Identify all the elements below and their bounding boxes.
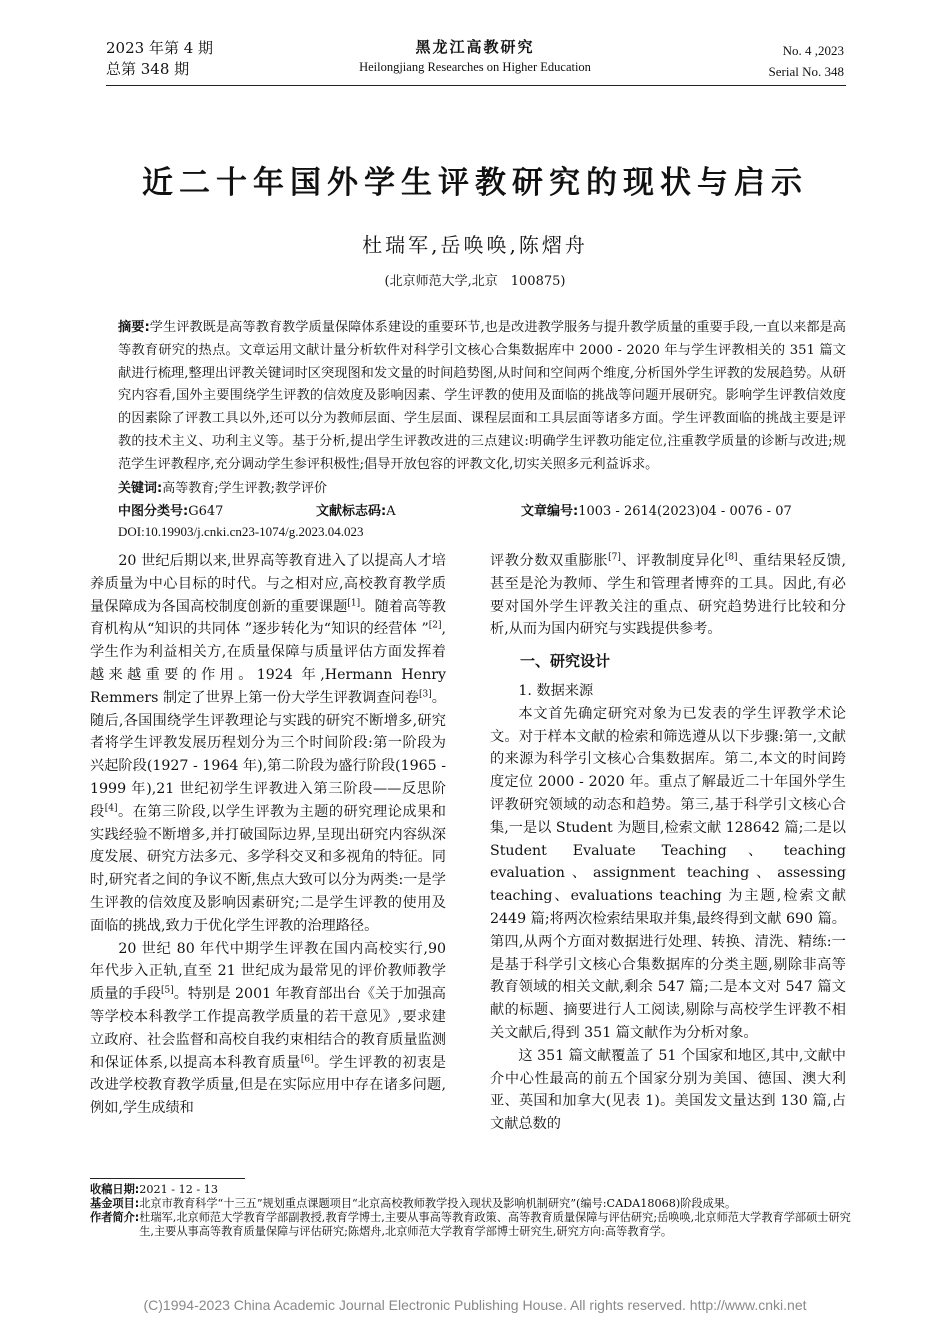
received-value: 2021 - 12 - 13	[139, 1183, 218, 1196]
citation: [1]	[347, 597, 361, 608]
doc-value: A	[386, 504, 396, 519]
keywords-text: 高等教育;学生评教;教学评价	[162, 481, 327, 496]
art-value: 1003 - 2614(2023)04 - 0076 - 07	[578, 504, 792, 519]
issue-en: No. 4 ,2023	[782, 43, 844, 58]
header-issue-en	[769, 40, 844, 82]
serial-cn: 总第 348 期	[106, 60, 190, 78]
text-run: ,学生作为利益相关方,在质量保障与质量评估方面发挥着越来越重要的作用。1924 年,Hermann Henry Remmers 制定了世界上第一份大学生评教调查问卷	[90, 621, 446, 706]
issue-cn: 2023 年第 4 期	[106, 39, 214, 57]
citation: [5]	[160, 985, 174, 996]
citation: [4]	[104, 803, 118, 814]
citation: [2]	[428, 620, 442, 631]
doc-code	[316, 500, 396, 519]
text-run: 评教分数双重膨胀	[490, 553, 609, 569]
text-run: 20 世纪后期以来,世界高等教育进入了以提高人才培养质量为中心目标的时代。与之相对应,高校教育教学质量保障成为各国高校制度创新的重要课题	[90, 553, 446, 615]
paragraph	[90, 550, 446, 938]
fund-info	[90, 1197, 855, 1211]
citation: [7]	[608, 552, 621, 563]
fund-label: 基金项目:	[90, 1197, 140, 1210]
fund-value: 北京市教育科学“十三五”规划重点课题项目“北京高校教师教学投入现状及影响机制研究”(编号:CADA18068)阶段成果。	[139, 1197, 737, 1210]
footnotes	[90, 1183, 855, 1239]
text-run: 。特别是 2001 年教育部出台《关于加强高等学校本科教学工作提高教学质量的若干意见》,要求建立政府、社会监督和高校自我约束相结合的教育质量监测和保证体系,以提高本科教育质量	[90, 986, 446, 1071]
abstract	[118, 317, 846, 477]
subsection-heading: 1. 数据来源	[518, 682, 594, 699]
doi: DOI:10.19903/j.cnki.cn23-1074/g.2023.04.023	[118, 524, 364, 539]
footnote-rule	[90, 1178, 245, 1179]
abstract-text: 学生评教既是高等教育教学质量保障体系建设的重要环节,也是改进教学服务与提升教学质量的重要手段,一直以来都是高等教育研究的热点。文章运用文献计量分析软件对科学引文核心合集数据库中 2000 - 2020 年与学生评教相关的 351 篇文献进行梳理,整理出评教关键词时区突现图和发文量的时间趋势图,从时间和空间两个维度,分析国外学生评教的发展趋势。从研究内容看,国外主要围绕学生评教的信效度及影响因素、学生评教的使用及面临的挑战等问题开展研究。影响学生评教信效度的因素除了评教工具以外,还可以分为教师层面、学生层面、课程层面和工具层面等诸多方面。学生评教面临的挑战主要是评教的技术主义、功利主义等。基于分析,提出学生评教改进的三点建议:明确学生评教功能定位,注重教学质量的诊断与改进;规范学生评教程序,充分调动学生参评积极性;倡导开放包容的评教文化,切实关照多元利益诉求。	[118, 320, 846, 472]
section-heading: 一、研究设计	[520, 652, 611, 671]
header-rule	[106, 85, 846, 86]
author-affiliation: (北京师范大学,北京 100875)	[384, 274, 566, 289]
paragraph: 这 351 篇文献覆盖了 51 个国家和地区,其中,文献中介中心性最高的前五个国家分别为美国、德国、澳大利亚、英国和加拿大(见表 1)。美国发文量达到 130 篇,占文献总数的	[490, 1047, 846, 1133]
text-run: 、重结果轻反馈,甚至是沦为教师、学生和管理者博弈的工具。因此,有必要对国外学生评教关注的重点、研究趋势进行比较和分析,从而为国内研究与实践提供参考。	[490, 553, 846, 638]
clc-value: G647	[188, 504, 224, 519]
article-title: 近二十年国外学生评教研究的现状与启示	[142, 165, 808, 201]
bio-value: 杜瑞军,北京师范大学教育学部副教授,教育学博士,主要从事高等教育政策、高等教育质量保障与评估研究;岳唤唤,北京师范大学教育学部硕士研究生,主要从事高等教育质量保障与评估研究;陈熠舟,北京师范大学教育学部博士研究生,研究方向:高等教育学。	[139, 1211, 851, 1238]
text-run: 。在第三阶段,以学生评教为主题的研究理论成果和实践经验不断增多,并打破国际边界,呈现出研究内容纵深度发展、研究方法多元、多学科交叉和多视角的特征。同时,研究者之间的争议不断,焦点大致可以分为两类:一是学生评教的信效度及影响因素研究;二是学生评教的使用及面临的挑战,致力于优化学生评教的治理路径。	[90, 803, 446, 934]
citation: [3]	[419, 689, 432, 700]
journal-name-cn: 黑龙江高教研究	[415, 38, 535, 56]
article-authors: 杜瑞军,岳唤唤,陈熠舟	[362, 233, 588, 257]
citation: [8]	[724, 552, 738, 563]
bio-label: 作者简介:	[90, 1211, 140, 1224]
clc-code	[118, 504, 223, 519]
text-run: 。随着高等教育机构从“知识的共同体 ”逐步转化为“知识的经营体 ”	[90, 598, 446, 638]
clc-label: 中图分类号:	[118, 504, 189, 519]
keywords	[118, 477, 327, 496]
abstract-label: 摘要:	[118, 320, 150, 335]
doc-label: 文献标志码:	[316, 504, 387, 519]
keywords-label: 关键词:	[118, 481, 163, 496]
paragraph	[90, 938, 446, 1120]
paragraph	[490, 550, 846, 641]
author-bio	[90, 1211, 855, 1239]
body-column-left	[90, 550, 446, 1120]
art-label: 文章编号:	[521, 504, 579, 519]
citation: [6]	[300, 1053, 314, 1064]
text-run: 。学生评教的初衷是改进学校教育教学质量,但是在实际应用中存在诸多问题,例如,学生成绩和	[90, 1054, 446, 1117]
received-date	[90, 1183, 855, 1197]
article-number	[521, 500, 792, 519]
body-column-right	[490, 550, 846, 1136]
journal-name-en: Heilongjiang Researches on Higher Education	[359, 60, 591, 74]
serial-en: Serial No. 348	[768, 64, 844, 79]
text-run: 。随后,各国围绕学生评教理论与实践的研究不断增多,研究者将学生评教发展历程划分为三个时间阶段:第一阶段为兴起阶段(1927 - 1964 年),第二阶段为盛行阶段(1965 - 1999 年),21 世纪初学生评教进入第三阶段——反思阶段	[90, 689, 446, 820]
received-label: 收稿日期:	[90, 1183, 140, 1196]
paragraph: 本文首先确定研究对象为已发表的学生评教学术论文。对于样本文献的检索和筛选遵从以下步骤:第一,文献的来源为科学引文核心合集数据库。第二,本文的时间跨度定位 2000 - 2020 年。重点了解最近二十年国外学生评教研究领域的动态和趋势。第三,基于科学引文核心合集,一是以 Student 为题目,检索文献 128642 篇;二是以 Student Evaluate Teaching、teaching evaluation、assignment teaching、assessing teaching、evaluations teaching 为主题,检索文献 2449 篇;将两次检索结果取并集,最终得到文献 690 篇。第四,从两个方面对数据进行处理、转换、清洗、精练:一是基于科学引文核心合集数据库的分类主题,剔除非高等教育领域的相关文献,剩余 547 篇;二是本文对 547 篇文献的标题、摘要进行人工阅读,剔除与高校学生评教不相关文献后,得到 351 篇文献作为分析对象。	[490, 705, 846, 1041]
text-run: 20 世纪 80 年代中期学生评教在国内高校实行,90 年代步入正轨,直至 21 世纪成为最常见的评价教师教学质量的手段	[90, 940, 446, 1003]
classification-row	[118, 500, 846, 519]
text-run: 、评教制度异化	[620, 553, 725, 569]
copyright-watermark: (C)1994-2023 China Academic Journal Electronic Publishing House. All rights reserved. http://www.cnki.net	[143, 1297, 807, 1313]
